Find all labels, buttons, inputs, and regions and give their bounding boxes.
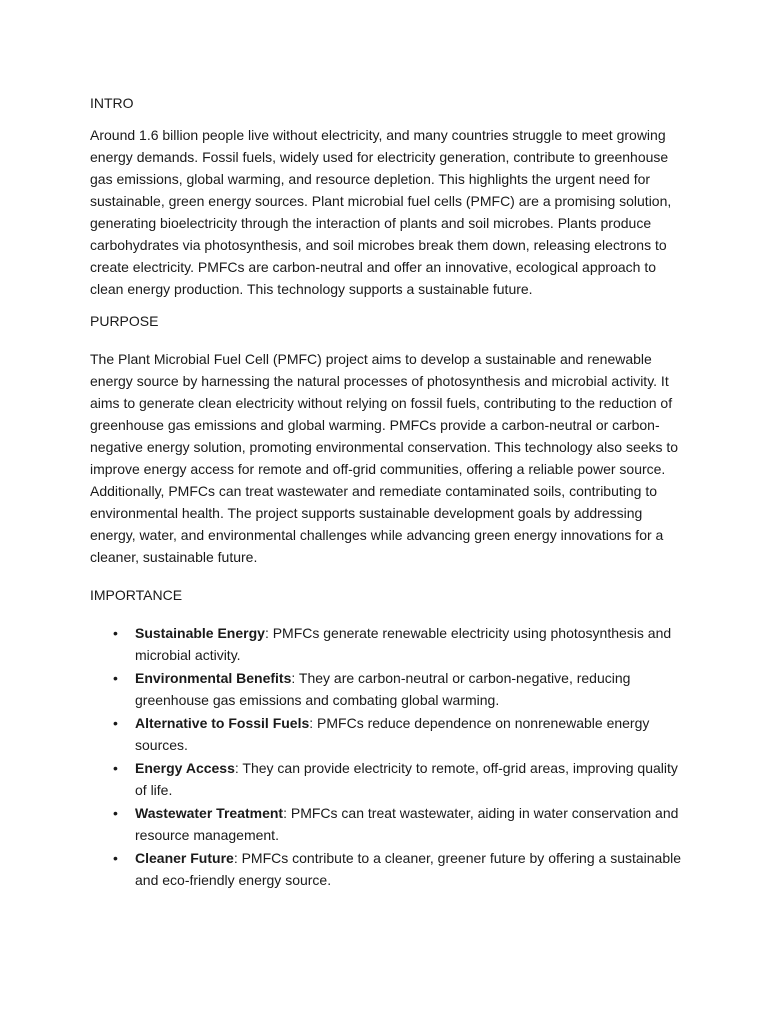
list-item-term: Alternative to Fossil Fuels bbox=[135, 715, 310, 731]
importance-heading: IMPORTANCE bbox=[90, 587, 183, 603]
bullet-icon: • bbox=[113, 670, 118, 686]
list-item bbox=[90, 757, 682, 801]
intro-heading: INTRO bbox=[90, 95, 134, 111]
list-item-text: : PMFCs reduce dependence on nonrenewable energy sources. bbox=[135, 715, 650, 753]
intro-paragraph: Around 1.6 billion people live without electricity, and many countries struggle to meet growing energy demands. Fossil fuels, widely used for electricity generation, contribute to greenhouse gas emissions, global warming, and resource depletion. This highlights the urgent need for sustainable, green energy sources. Plant microbial fuel cells (PMFC) are a promising solution, generating bioelectricity through the interaction of plants and soil microbes. Plants produce carbohydrates via photosynthesis, and soil microbes break them down, releasing electrons to create electricity. PMFCs are carbon-neutral and offer an innovative, ecological approach to clean energy production. This technology supports a sustainable future. bbox=[90, 127, 672, 297]
list-item bbox=[90, 667, 682, 711]
bullet-icon: • bbox=[113, 805, 118, 821]
importance-list bbox=[90, 622, 682, 891]
list-item-term: Environmental Benefits bbox=[135, 670, 292, 686]
list-item-text: : They can provide electricity to remote, off-grid areas, improving quality of life. bbox=[135, 760, 678, 798]
list-item bbox=[90, 802, 682, 846]
document-page bbox=[90, 92, 682, 892]
list-item-term: Cleaner Future bbox=[135, 850, 234, 866]
purpose-heading: PURPOSE bbox=[90, 313, 159, 329]
list-item-term: Sustainable Energy bbox=[135, 625, 265, 641]
bullet-icon: • bbox=[113, 760, 118, 776]
list-item-text: : PMFCs generate renewable electricity using photosynthesis and microbial activity. bbox=[135, 625, 672, 663]
list-item-text: : They are carbon-neutral or carbon-negative, reducing greenhouse gas emissions and combating global warming. bbox=[135, 670, 631, 708]
list-item-text: : PMFCs contribute to a cleaner, greener future by offering a sustainable and eco-friendly energy source. bbox=[135, 850, 682, 888]
list-item bbox=[90, 712, 682, 756]
list-item-text: : PMFCs can treat wastewater, aiding in water conservation and resource management. bbox=[135, 805, 679, 843]
list-item bbox=[90, 847, 682, 891]
bullet-icon: • bbox=[113, 625, 118, 641]
list-item-term: Wastewater Treatment bbox=[135, 805, 284, 821]
list-item-term: Energy Access bbox=[135, 760, 235, 776]
list-item bbox=[90, 622, 682, 666]
purpose-paragraph: The Plant Microbial Fuel Cell (PMFC) project aims to develop a sustainable and renewable energy source by harnessing the natural processes of photosynthesis and microbial activity. It aims to generate clean electricity without relying on fossil fuels, contributing to the reduction of greenhouse gas emissions and global warming. PMFCs provide a carbon-neutral or carbon-negative energy solution, promoting environmental conservation. This technology also seeks to improve energy access for remote and off-grid communities, offering a reliable power source. Additionally, PMFCs can treat wastewater and remediate contaminated soils, contributing to environmental health. The project supports sustainable development goals by addressing energy, water, and environmental challenges while advancing green energy innovations for a cleaner, sustainable future. bbox=[90, 351, 679, 565]
bullet-icon: • bbox=[113, 715, 118, 731]
bullet-icon: • bbox=[113, 850, 118, 866]
